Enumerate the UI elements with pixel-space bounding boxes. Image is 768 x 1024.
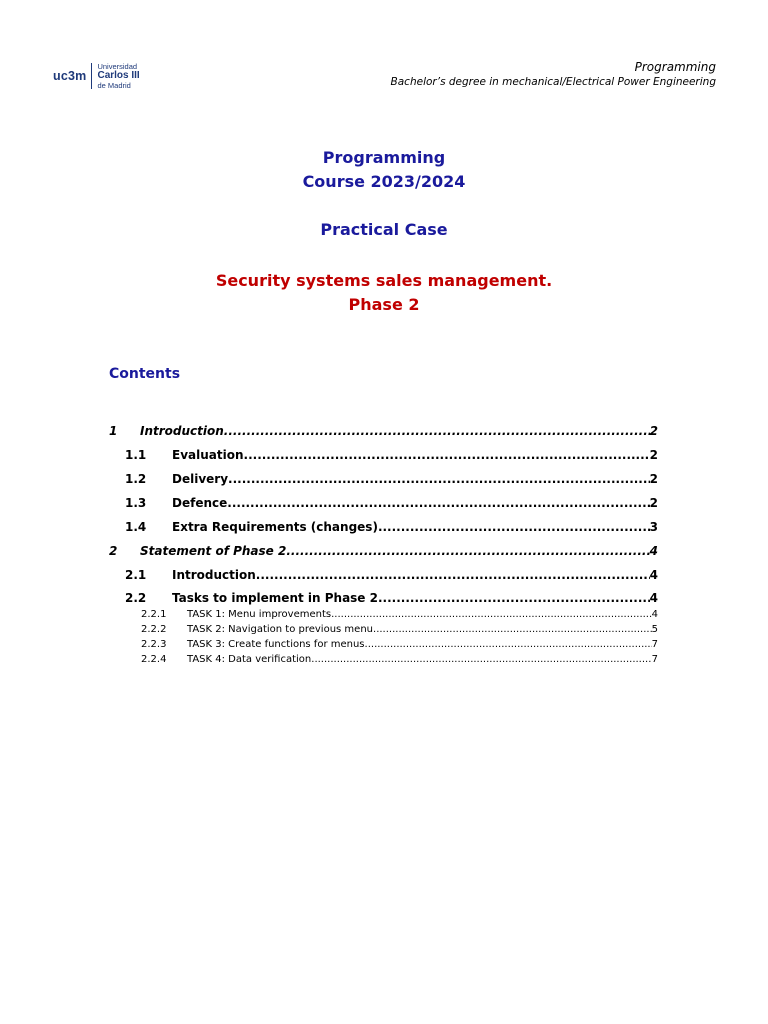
logo-line-3: de Madrid xyxy=(97,81,131,90)
toc-leader xyxy=(224,424,650,438)
contents-heading: Contents xyxy=(109,366,181,382)
title-topic: Security systems sales management. xyxy=(215,271,553,290)
toc-number: 1 xyxy=(109,424,118,438)
toc-number: 2 xyxy=(109,544,118,558)
title-course: Course 2023/2024 xyxy=(302,172,466,191)
page-header xyxy=(391,60,716,90)
toc-leader xyxy=(365,639,652,650)
toc-title: Evaluation xyxy=(172,448,244,462)
logo-text xyxy=(97,62,139,90)
toc-number: 1.1 xyxy=(125,448,147,462)
toc-number: 1.3 xyxy=(125,496,147,510)
toc-page: 7 xyxy=(651,639,658,650)
toc-leader xyxy=(256,568,650,582)
toc-title: TASK 4: Data verification xyxy=(187,654,312,665)
toc-entry[interactable] xyxy=(109,544,658,558)
toc-page: 4 xyxy=(649,568,658,582)
toc-leader xyxy=(228,472,650,486)
toc-entry[interactable] xyxy=(109,568,658,582)
title-subject: Programming xyxy=(322,148,446,167)
toc-leader xyxy=(373,624,652,635)
toc-leader xyxy=(286,544,649,558)
toc-number: 1.4 xyxy=(125,520,147,534)
toc-title: Extra Requirements (changes) xyxy=(172,520,378,534)
toc-title: Introduction xyxy=(172,568,256,582)
toc-number: 2.2.2 xyxy=(141,624,167,635)
toc-title: Tasks to implement in Phase 2 xyxy=(172,591,378,605)
logo-divider xyxy=(91,63,92,89)
toc-entry[interactable] xyxy=(109,639,658,650)
title-phase: Phase 2 xyxy=(348,295,420,314)
toc-title: TASK 2: Navigation to previous menu xyxy=(187,624,374,635)
toc-entry[interactable] xyxy=(109,424,658,438)
toc-page: 2 xyxy=(649,472,658,486)
toc-leader xyxy=(378,520,650,534)
toc-page: 4 xyxy=(649,544,658,558)
toc-title: Statement of Phase 2 xyxy=(140,544,287,558)
toc-number: 1.2 xyxy=(125,472,147,486)
logo-line-2: Carlos III xyxy=(97,70,140,81)
toc-page: 2 xyxy=(649,424,658,438)
toc-leader xyxy=(244,448,650,462)
header-course: Programming xyxy=(634,60,716,74)
toc-entry[interactable] xyxy=(109,496,658,510)
toc-leader xyxy=(334,609,651,620)
title-practical-case: Practical Case xyxy=(320,220,448,239)
toc-entry[interactable] xyxy=(109,609,658,620)
toc-page: 3 xyxy=(649,520,658,534)
title-topic-block xyxy=(0,269,768,317)
toc-title: Introduction xyxy=(140,424,224,438)
toc-title: Delivery xyxy=(172,472,229,486)
toc-entry[interactable] xyxy=(109,448,658,462)
toc-entry[interactable] xyxy=(109,591,658,605)
toc-title: TASK 3: Create functions for menus xyxy=(187,639,365,650)
toc-entry[interactable] xyxy=(109,472,658,486)
toc-title: TASK 1: Menu improvements. xyxy=(187,609,335,620)
toc-page: 2 xyxy=(649,496,658,510)
toc-page: 4 xyxy=(649,591,658,605)
university-logo xyxy=(53,62,140,90)
document-title xyxy=(0,146,768,194)
toc-title: Defence xyxy=(172,496,228,510)
toc-number: 2.2.3 xyxy=(141,639,167,650)
toc-number: 2.2.1 xyxy=(141,609,167,620)
toc-page: 7 xyxy=(651,654,658,665)
logo-line-1: Universidad xyxy=(97,62,138,71)
title-practical-case-block xyxy=(0,218,768,242)
toc-page: 2 xyxy=(649,448,658,462)
toc-entry[interactable] xyxy=(109,520,658,534)
toc-leader xyxy=(311,654,651,665)
toc-entry[interactable] xyxy=(109,654,658,665)
toc-page: 5 xyxy=(651,624,658,635)
toc-leader xyxy=(227,496,649,510)
toc-number: 2.1 xyxy=(125,568,147,582)
toc-leader xyxy=(378,591,650,605)
toc-number: 2.2 xyxy=(125,591,147,605)
header-degree: Bachelor’s degree in mechanical/Electrical Power Engineering xyxy=(390,76,716,88)
toc-number: 2.2.4 xyxy=(141,654,167,665)
toc-page: 4 xyxy=(651,609,658,620)
logo-mark: uc3m xyxy=(53,69,87,83)
toc-entry[interactable] xyxy=(109,624,658,635)
